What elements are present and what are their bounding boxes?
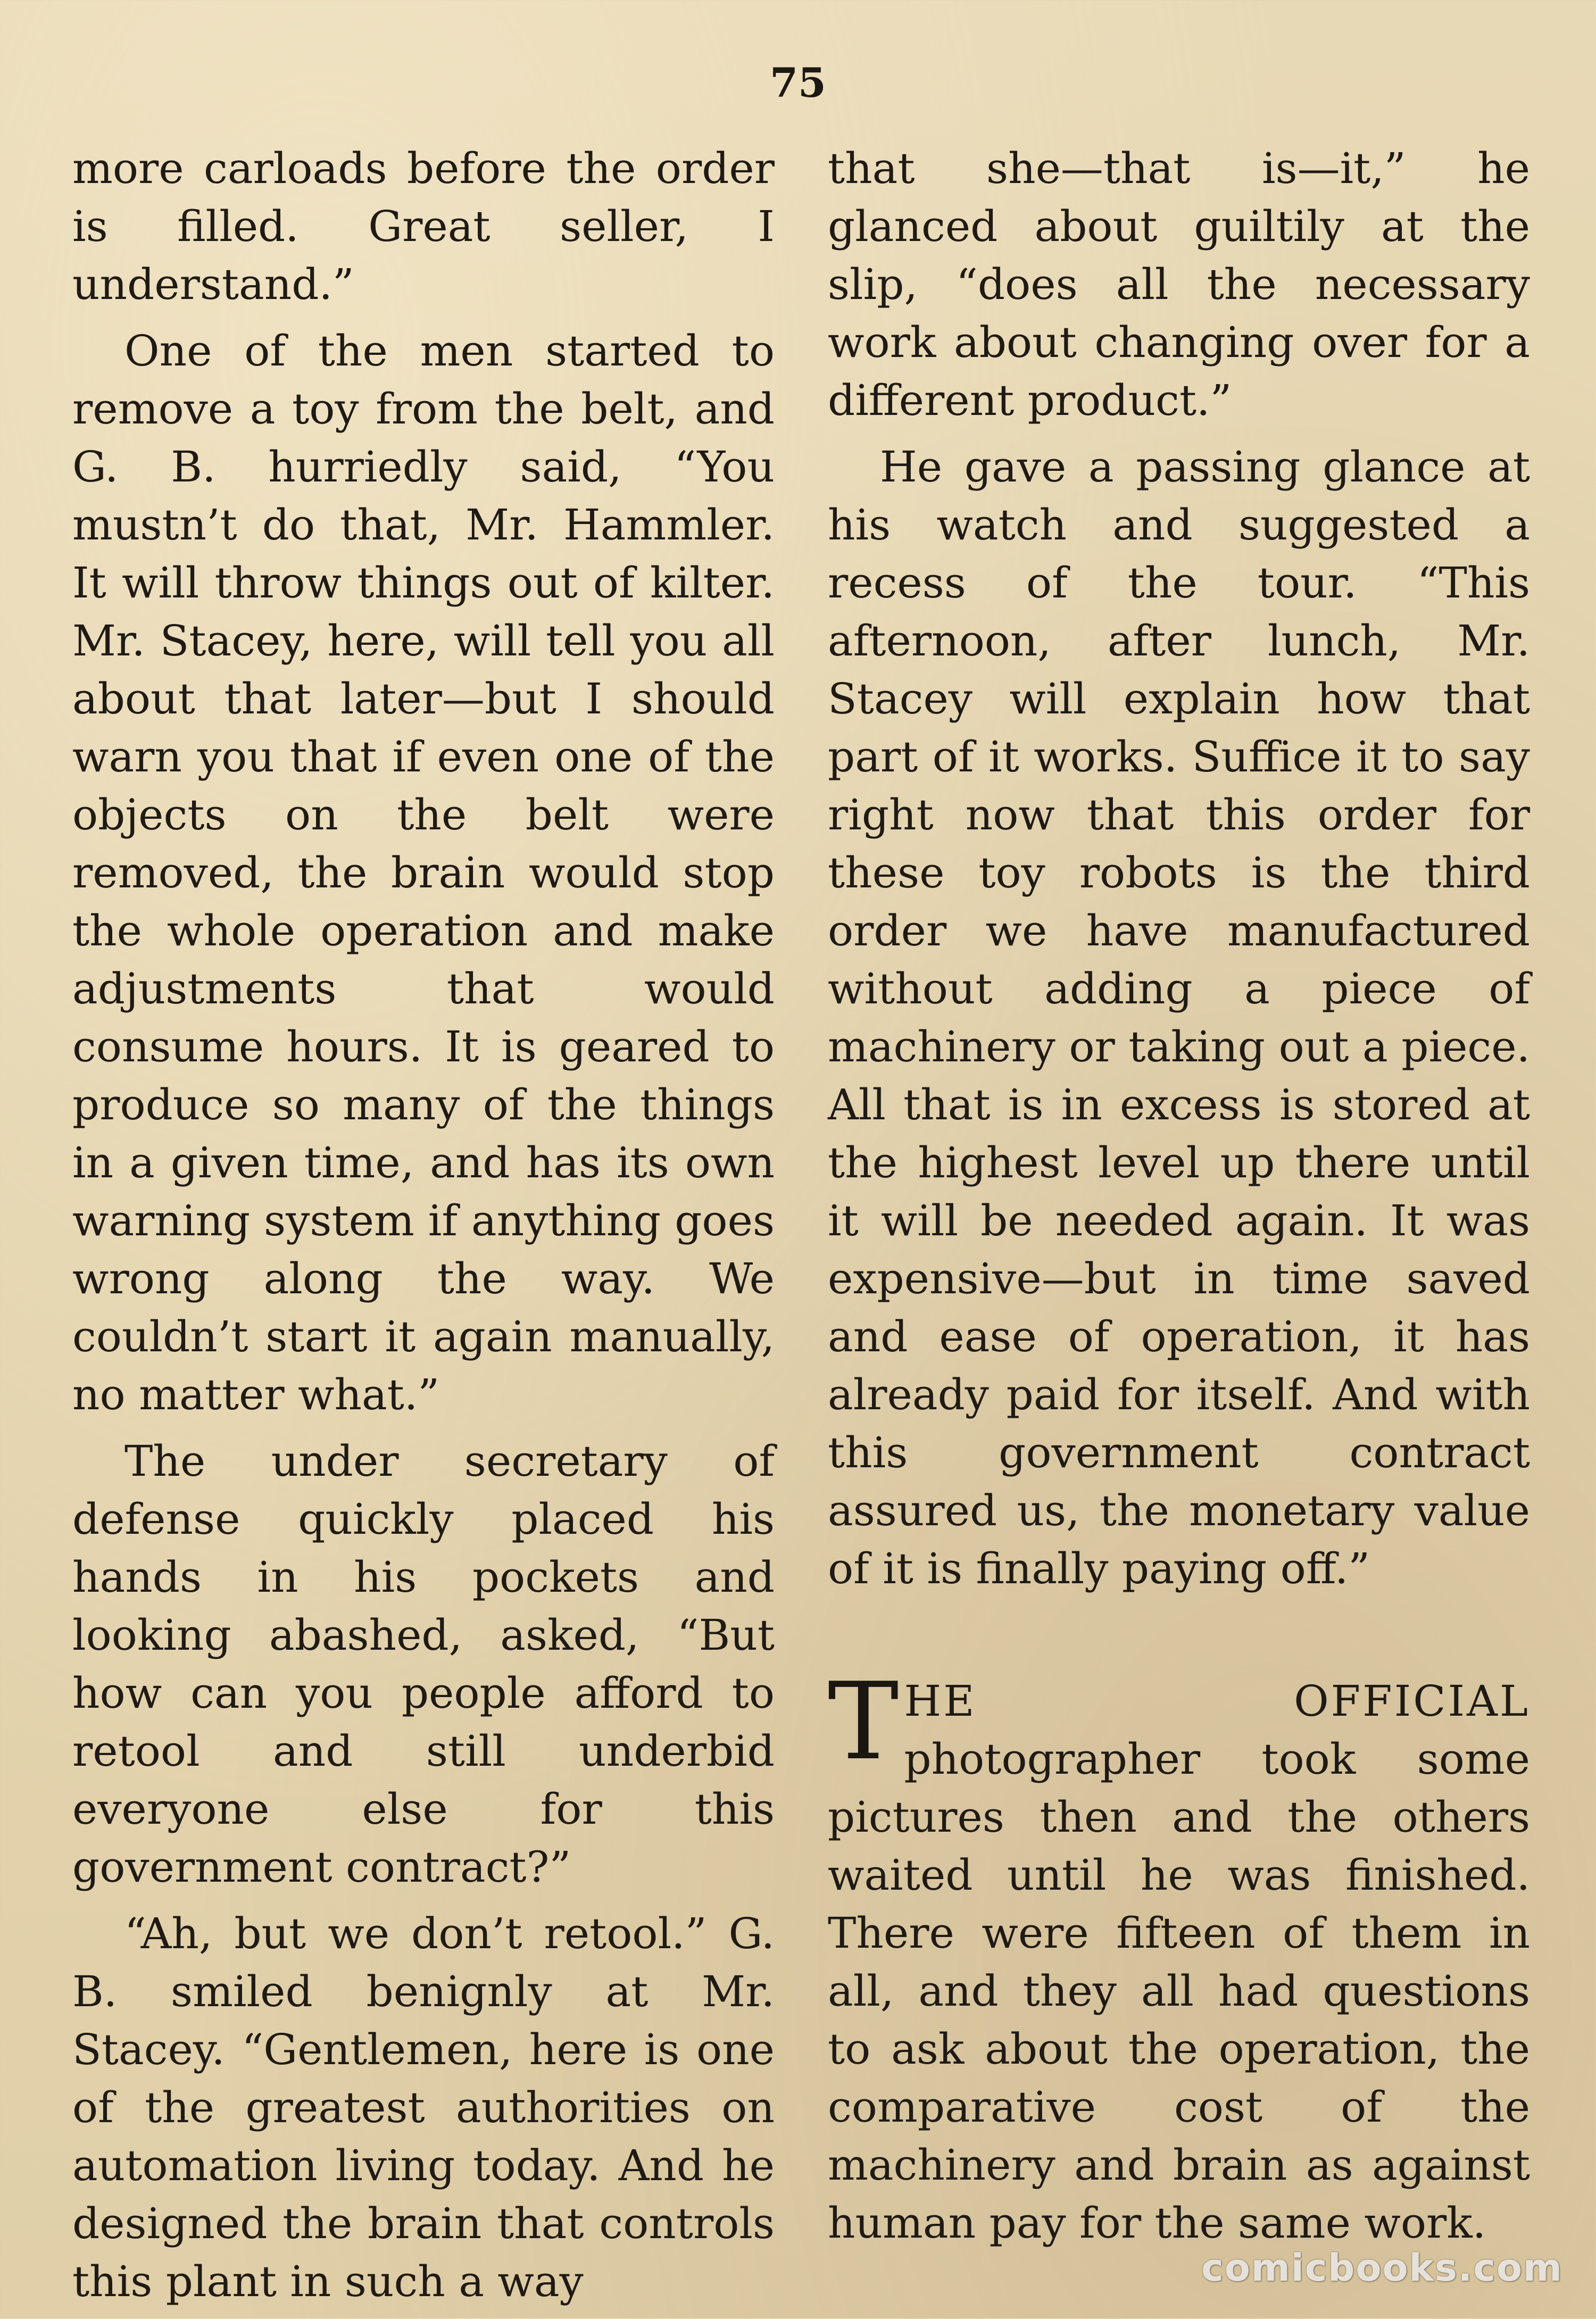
- drop-cap: T: [828, 1660, 899, 1784]
- paragraph: that she—that is—it,” he glanced about guiltily at the slip, “does all the necessary work about changing over for a different product.”: [828, 144, 1530, 425]
- section-paragraph: [828, 1660, 1530, 2252]
- section-lead-in: HE OFFICIAL: [904, 1676, 1530, 1726]
- watermark: comicbooks.com: [1201, 2246, 1563, 2290]
- section-body: photographer took some pictures then and the others waited until he was finished. There were fifteen of them in all, and they all had questions to ask about the operation, the comparative cost of the machinery and brain as against human pay for the same work.: [828, 1734, 1530, 2248]
- right-column: [828, 139, 1530, 2260]
- paragraph: One of the men started to remove a toy from the belt, and G. B. hurriedly said, “You mustn’t do that, Mr. Hammler. It will throw things out of kilter. Mr. Stacey, here, will tell you all about that later—but I should warn you that if even one of the objects on the belt were removed, the brain would stop the whole operation and make adjustments that would consume hours. It is geared to produce so many of the things in a given time, and has its own warning system if anything goes wrong along the way. We couldn’t start it again manually, no matter what.”: [72, 326, 775, 1419]
- paragraph: He gave a passing glance at his watch and suggested a recess of the tour. “This afternoon, after lunch, Mr. Stacey will explain how that part of it works. Suffice it to say right now that this order for these toy robots is the third order we have manufactured without adding a piece of machinery or taking out a piece. All that is in excess is stored at the highest level up there until it will be needed again. It was expensive—but in time saved and ease of operation, it has already paid for itself. And with this government contract assured us, the monetary value of it is finally paying off.”: [828, 442, 1530, 1593]
- paragraph: “Ah, but we don’t retool.” G. B. smiled benignly at Mr. Stacey. “Gentlemen, here is one of the greatest authorities on automation living today. And he designed the brain that controls this plant in such a way: [72, 1909, 775, 2306]
- page-number: 75: [770, 59, 826, 106]
- paragraph: more carloads before the order is filled. Great seller, I understand.”: [72, 144, 775, 309]
- paragraph: The under secretary of defense quickly placed his hands in his pockets and looking abashed, asked, “But how can you people afford to retool and still underbid everyone else for this government contract?”: [72, 1436, 775, 1892]
- left-column: [72, 139, 775, 2319]
